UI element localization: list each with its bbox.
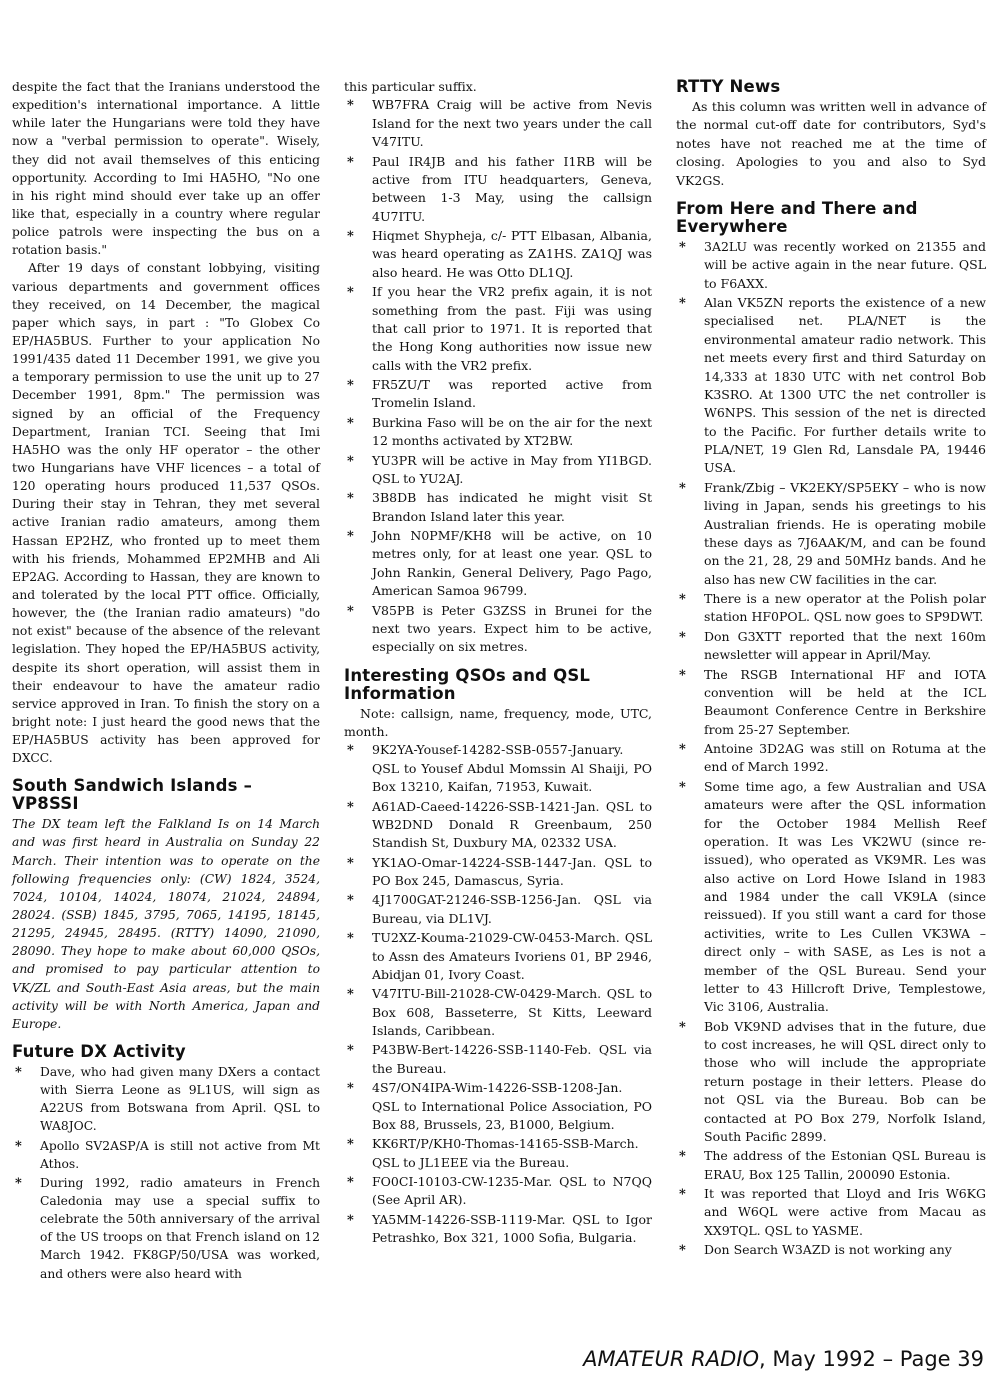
list-item: * WB7FRA Craig will be active from Nevis Island for the next two years under the call V47ITU. — [344, 96, 652, 151]
list-item: * YU3PR will be active in May from YI1BGD. QSL to YU2AJ. — [344, 452, 652, 489]
qso-note: Note: callsign, name, frequency, mode, UTC, month. — [344, 705, 652, 739]
list-item: * Some time ago, a few Australian and USA amateurs were after the QSL information for the October 1984 Mellish Reef operation. It was Les VK2WU (since re-issued), who operated as VK9MR. Les was also active on Lord Howe Island in 1983 and 1984 under the call VK9LA (since reissued). If you still want a card for those activities, write to Les Cullen VK3WA – direct only – with SASE, as Les is not a member of the QSL Bureau. Send your letter to 43 Hillcroft Drive, Templestowe, Vic 3106, Australia. — [676, 778, 986, 1017]
magazine-title: AMATEUR RADIO — [583, 1347, 760, 1371]
list-item: * It was reported that Lloyd and Iris W6KG and W6QL were active from Macau as XX9TQL. QSL to YASME. — [676, 1185, 986, 1240]
heading-here-there: From Here and There and Everywhere — [676, 198, 918, 236]
here-there-list — [676, 238, 986, 1260]
list-item: * If you hear the VR2 prefix again, it is not something from the past. Fiji was using that call prior to 1971. It is reported that the Hong Kong authorities now issue new calls with the VR2 prefix. — [344, 283, 652, 375]
list-item: * There is a new operator at the Polish polar station HF0POL. QSL now goes to SP9DWT. — [676, 590, 986, 627]
list-item: * 9K2YA-Yousef-14282-SSB-0557-January. QSL to Yousef Abdul Momssin Al Shaiji, PO Box 13210, Kaifan, 71953, Kuwait. — [344, 741, 652, 796]
list-item: * John N0PMF/KH8 will be active, on 10 metres only, for at least one year. QSL to John Rankin, General Delivery, Pago Pago, American Samoa 96799. — [344, 527, 652, 601]
list-item: * The address of the Estonian QSL Bureau is ERAU, Box 125 Tallin, 200090 Estonia. — [676, 1147, 986, 1184]
list-item: * 4J1700GAT-21246-SSB-1256-Jan. QSL via Bureau, via DL1VJ. — [344, 891, 652, 928]
list-item: * 4S7/ON4IPA-Wim-14226-SSB-1208-Jan. QSL to International Police Association, PO Box 88, Brussels, 23, B1000, Belgium. — [344, 1079, 652, 1134]
list-item: * The RSGB International HF and IOTA convention will be held at the ICL Beaumont Conference Centre in Berkshire from 25-27 September. — [676, 666, 986, 740]
list-item: * Dave, who had given many DXers a contact with Sierra Leone as 9L1US, will sign as A22US from Botswana from April. QSL to WA8JOC. — [12, 1063, 320, 1136]
list-item: * FR5ZU/T was reported active from Tromelin Island. — [344, 376, 652, 413]
list-item: * Don Search W3AZD is not working any — [676, 1241, 986, 1259]
column-left — [12, 78, 320, 1284]
list-item: * Paul IR4JB and his father I1RB will be active from ITU headquarters, Geneva, between 1-3 May, using the callsign 4U7ITU. — [344, 153, 652, 227]
qso-list — [344, 741, 652, 1247]
list-item: * Antoine 3D2AG was still on Rotuma at the end of March 1992. — [676, 740, 986, 777]
column-right — [676, 78, 986, 1261]
paragraph-iran-1: despite the fact that the Iranians understood the expedition's international importance. A little while later the Hungarians were told they have now a "verbal permission to operate". Wisely, they did not avail themselves of this enticing opportunity. According to Imi HA5HO, "No one in his right mind should ever take up an offer like that, especially in a country where regular police patrols were inspecting the bus on a rotation basis." — [12, 80, 320, 258]
list-item: * TU2XZ-Kouma-21029-CW-0453-March. QSL to Assn des Amateurs Ivoriens 01, BP 2946, Abidjan 01, Ivory Coast. — [344, 929, 652, 984]
issue-page: , May 1992 – Page 39 — [759, 1347, 984, 1371]
heading-rtty-news: RTTY News — [676, 77, 781, 96]
column-middle — [344, 78, 652, 1249]
list-item: * Apollo SV2ASP/A is still not active from Mt Athos. — [12, 1137, 320, 1173]
list-item: * 3B8DB has indicated he might visit St Brandon Island later this year. — [344, 489, 652, 526]
list-item: * V85PB is Peter G3ZSS in Brunei for the next two years. Expect him to be active, especially on six metres. — [344, 602, 652, 657]
list-item: * Don G3XTT reported that the next 160m newsletter will appear in April/May. — [676, 628, 986, 665]
list-item: * During 1992, radio amateurs in French Caledonia may use a special suffix to celebrate the 50th anniversary of the arrival of the US troops on that French island on 12 March 1942. FK8GP/50/USA was worked, and others were also heard with — [12, 1174, 320, 1283]
heading-south-sandwich: South Sandwich Islands – VP8SSI — [12, 776, 253, 814]
list-item: * V47ITU-Bill-21028-CW-0429-March. QSL to Box 608, Basseterre, St Kitts, Leeward Islands, Caribbean. — [344, 985, 652, 1040]
list-item: * P43BW-Bert-14226-SSB-1140-Feb. QSL via the Bureau. — [344, 1041, 652, 1078]
list-item: * Hiqmet Shypheja, c/- PTT Elbasan, Albania, was heard operating as ZA1HS. ZA1QJ was also heard. He was Otto DL1QJ. — [344, 227, 652, 282]
paragraph-south-sandwich: The DX team left the Falkland Is on 14 March and was first heard in Australia on Sunday 22 March. Their intention was to operate on the following frequencies only: (CW) 1824, 3524, 7024, 10104, 14024, 18074, 21024, 24894, 28024. (SSB) 1845, 3795, 7065, 14195, 18145, 21295, 24945, 28495. (RTTY) 14090, 21090, 28090. They hope to make about 60,000 QSOs, and promised to pay particular attention to VK/ZL and South-East Asia areas, but the main activity will be with North America, Japan and Europe. — [12, 817, 320, 1031]
dx-activity-list — [344, 96, 652, 656]
heading-qso-qsl: Interesting QSOs and QSL Information — [344, 665, 591, 703]
list-item: * Alan VK5ZN reports the existence of a new specialised net. PLA/NET is the environmental amateur radio network. This net meets every first and third Saturday on 14,333 at 1830 UTC with net control Bob K3SRO. At 1300 UTC the net controller is W6NPS. This session of the net is directed to the Pacific. For further details write to PLA/NET, 19 Glen Rd, Lansdale PA, 19446 USA. — [676, 294, 986, 478]
paragraph-rtty: As this column was written well in advance of the normal cut-off date for contributors, Syd's notes have not reached me at the time of closing. Apologies to you and also to Syd VK2GS. — [676, 99, 986, 188]
paragraph-iran-2: After 19 days of constant lobbying, visiting various departments and government offices they received, on 14 December, the magical paper which says, in part : "To Globex Co EP/HA5BUS. Further to your application No 1991/435 dated 11 December 1991, we give you a temporary permission to use the unit up to 27 December 1991, 8pm." The permission was signed by an official of the Frequency Department, Iranian TCI. Seeing that Imi HA5HO was the only HF operator – the other two Hungarians have VHF licences – a total of 120 operating hours produced 11,537 QSOs. During their stay in Tehran, they met several active Iranian radio amateurs, among them Hassan EP2HZ, who fronted up to meet them with his friends, Mohammed EP2MHB and Ali EP2AG. According to Hassan, they are known to and tolerated by the local PTT office. Officially, however, the (the Iranian radio amateurs) "do not exist" because of the absence of the relevant legislation. They hoped the EP/HA5BUS activity, despite its short operation, will assist them in their endeavour to have the amateur radio service approved in Iran. To finish the story on a bright note: I just heard the good news that the EP/HA5BUS activity has been approved for DXCC. — [12, 261, 320, 766]
list-item: * KK6RT/P/KH0-Thomas-14165-SSB-March. QSL to JL1EEE via the Bureau. — [344, 1135, 652, 1172]
list-item: * FO0CI-10103-CW-1235-Mar. QSL to N7QQ (See April AR). — [344, 1173, 652, 1210]
list-item: * 3A2LU was recently worked on 21355 and will be active again in the near future. QSL to F6AXX. — [676, 238, 986, 293]
list-item: * Bob VK9ND advises that in the future, due to cost increases, he will QSL direct only to those who will include the appropriate return postage in their letters. Please do not QSL via the Bureau. Bob can be contacted at PO Box 279, Norfolk Island, South Pacific 2899. — [676, 1018, 986, 1147]
heading-future-dx: Future DX Activity — [12, 1042, 186, 1062]
list-item: * Burkina Faso will be on the air for the next 12 months activated by XT2BW. — [344, 414, 652, 451]
list-item: * YK1AO-Omar-14224-SSB-1447-Jan. QSL to PO Box 245, Damascus, Syria. — [344, 854, 652, 891]
list-item: * YA5MM-14226-SSB-1119-Mar. QSL to Igor Petrashko, Box 321, 1000 Sofia, Bulgaria. — [344, 1211, 652, 1248]
future-dx-list — [12, 1063, 320, 1283]
list-item: * A61AD-Caeed-14226-SSB-1421-Jan. QSL to WB2DND Donald R Greenbaum, 250 Standish St, Duxbury MA, 02332 USA. — [344, 798, 652, 853]
list-item: * Frank/Zbig – VK2EKY/SP5EKY – who is now living in Japan, sends his greetings to his Australian friends. He is operating mobile these days as 7J6AAK/M, and can be found on the 21, 28, 29 and 50MHz bands. And he also has new CW facilities in the car. — [676, 479, 986, 589]
continued-text: this particular suffix. — [344, 79, 477, 94]
page-footer — [583, 1346, 984, 1372]
